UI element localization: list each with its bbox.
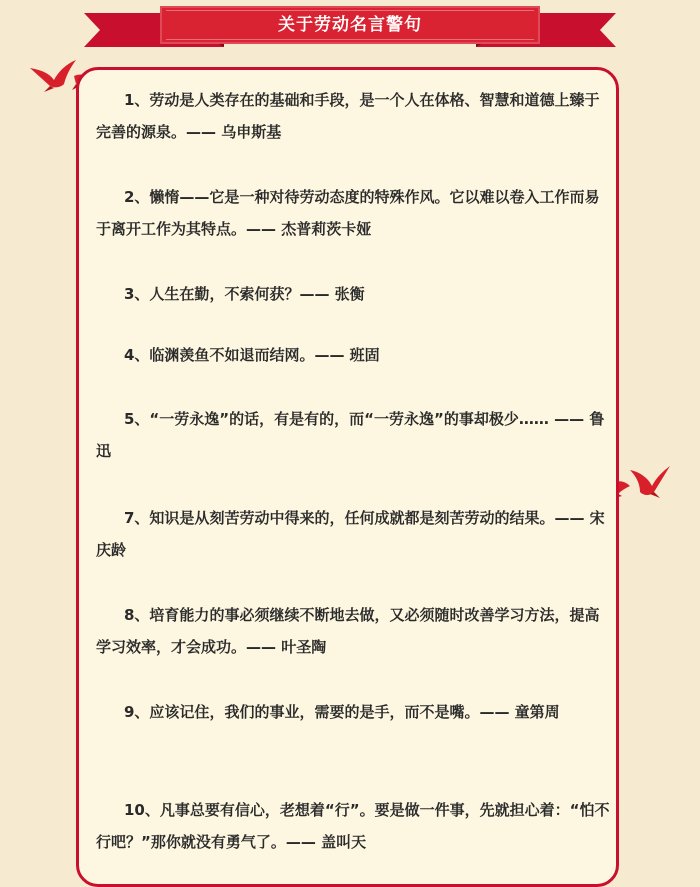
quote-item-1: 1、劳动是人类存在的基础和手段，是一个人在体格、智慧和道德上臻于完善的源泉。—— 乌申斯基 xyxy=(96,91,600,141)
quote-item-3: 3、人生在勤，不索何获？—— 张衡 xyxy=(124,285,365,303)
quote-item-9: 9、应该记住，我们的事业，需要的是手，而不是嘴。—— 童第周 xyxy=(124,703,560,721)
quote-item-2: 2、懒惰——它是一种对待劳动态度的特殊作风。它以难以卷入工作而易于离开工作为其特点。—— 杰普莉茨卡娅 xyxy=(96,188,600,238)
quote-item-5: 5、“一劳永逸”的话，有是有的，而“一劳永逸”的事却极少…… —— 鲁迅 xyxy=(96,410,605,460)
quote-item-4: 4、临渊羡鱼不如退而结网。—— 班固 xyxy=(124,346,380,364)
page-title: 关于劳动名言警句 xyxy=(278,15,422,35)
quote-item-7: 7、知识是从刻苦劳动中得来的，任何成就都是刻苦劳动的结果。—— 宋庆龄 xyxy=(96,509,605,559)
red-bird-icon xyxy=(614,460,672,500)
quote-item-8: 8、培育能力的事必须继续不断地去做，又必须随时改善学习方法，提高学习效率，才会成功。—— 叶圣陶 xyxy=(96,606,600,656)
quote-item-10: 10、凡事总要有信心，老想着“行”。要是做一件事，先就担心着：“怕不行吧？”那你就没有勇气了。—— 盖叫天 xyxy=(96,801,610,851)
